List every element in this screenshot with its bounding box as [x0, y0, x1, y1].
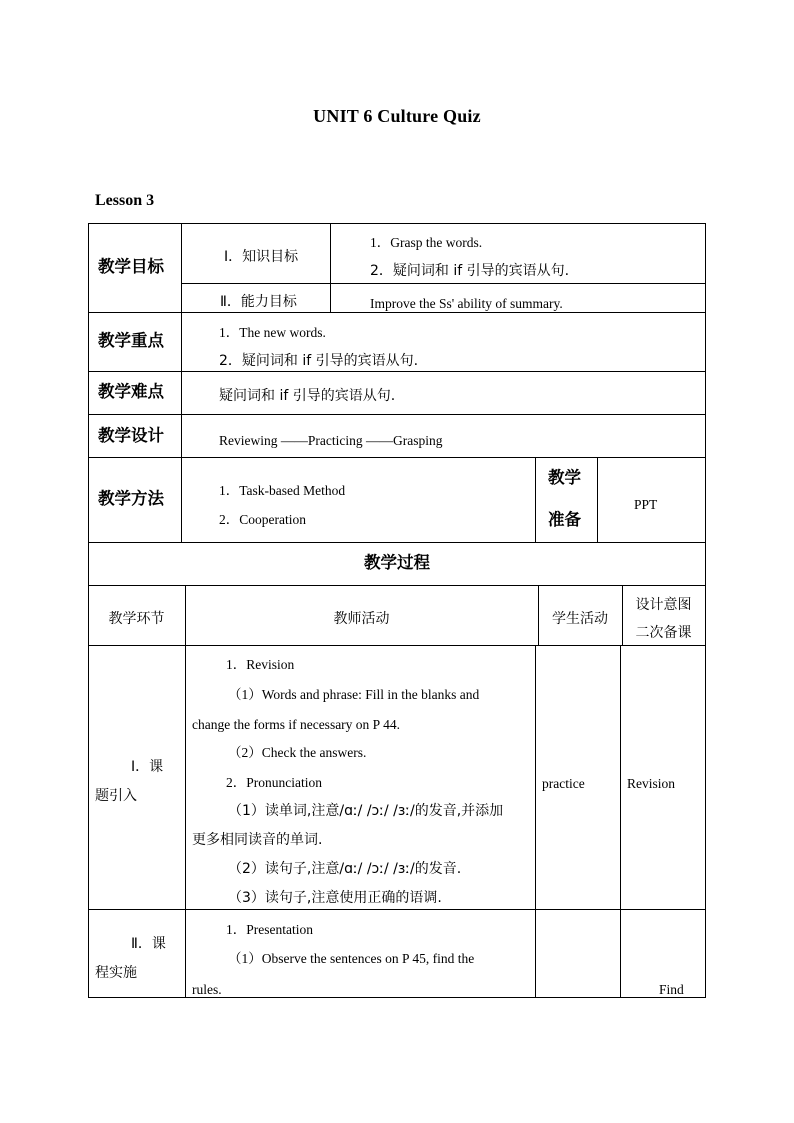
teacher-activity-line: （1）Observe the sentences on P 45, find the	[228, 951, 475, 966]
knowledge-objective-item: 2．疑问词和 if 引导的宾语从句.	[370, 263, 570, 279]
preparation-label: 准备	[548, 510, 581, 529]
teacher-activity-line: rules.	[192, 982, 222, 997]
teacher-activity-line: （1）读单词,注意/ɑː/ /ɔː/ /ɜː/的发音,并添加	[228, 803, 504, 819]
header-student-activity: 学生活动	[552, 611, 608, 627]
stage-label: Ⅱ．课	[131, 936, 166, 952]
methods-item: 2．Cooperation	[219, 512, 306, 527]
header-stage: 教学环节	[108, 611, 165, 627]
header-design-intent: 设计意图	[635, 597, 692, 613]
ability-objective-label: Ⅱ．能力目标	[220, 294, 297, 310]
stage-label: 程实施	[95, 965, 137, 981]
methods-label: 教学方法	[98, 489, 164, 508]
difficulties-label: 教学难点	[98, 382, 164, 401]
teacher-activity-line: （3）读句子,注意使用正确的语调.	[228, 890, 442, 906]
methods-item: 1．Task-based Method	[219, 483, 346, 498]
teacher-activity-line: （2）读句子,注意/ɑː/ /ɔː/ /ɜː/的发音.	[228, 861, 462, 877]
design-intent: Find	[659, 982, 684, 997]
header-teacher-activity: 教师活动	[333, 611, 390, 627]
design-text: Reviewing ——Practicing ——Grasping	[219, 433, 443, 448]
lesson-heading: Lesson 3	[95, 192, 155, 209]
header-second-prep: 二次备课	[635, 625, 692, 641]
teacher-activity-line: 更多相同读音的单词.	[192, 832, 323, 848]
teacher-activity-line: （2）Check the answers.	[228, 745, 367, 760]
preparation-value: PPT	[634, 497, 658, 512]
teacher-activity-line: change the forms if necessary on P 44.	[192, 717, 400, 732]
design-label: 教学设计	[98, 426, 164, 445]
teacher-activity-line: 1．Revision	[226, 657, 295, 672]
design-intent: Revision	[627, 776, 676, 791]
key-points-item: 1．The new words.	[219, 325, 326, 340]
stage-label: Ⅰ．课	[131, 759, 164, 775]
key-points-label: 教学重点	[98, 331, 164, 350]
teacher-activity-line: 1．Presentation	[226, 922, 313, 937]
objectives-label: 教学目标	[98, 257, 164, 276]
teacher-activity-line: （1）Words and phrase: Fill in the blanks and	[228, 687, 480, 702]
teacher-activity-line: 2．Pronunciation	[226, 775, 322, 790]
document-title: UNIT 6 Culture Quiz	[313, 106, 481, 126]
preparation-label: 教学	[548, 468, 581, 487]
student-activity: practice	[542, 776, 585, 791]
stage-label: 题引入	[95, 788, 137, 804]
ability-objective-text: Improve the Ss' ability of summary.	[370, 296, 563, 311]
process-title: 教学过程	[364, 553, 430, 572]
knowledge-objective-label: Ⅰ．知识目标	[224, 249, 299, 265]
knowledge-objective-item: 1．Grasp the words.	[370, 235, 483, 250]
key-points-item: 2．疑问词和 if 引导的宾语从句.	[219, 353, 419, 369]
difficulties-text: 疑问词和 if 引导的宾语从句.	[219, 388, 396, 404]
